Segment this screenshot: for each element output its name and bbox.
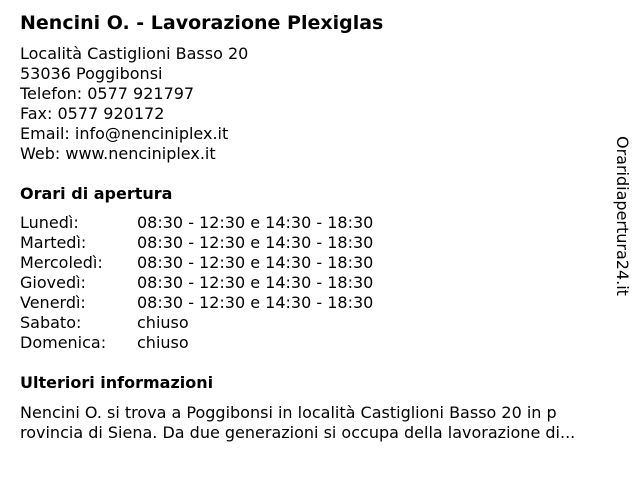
- day-label: Giovedì:: [20, 273, 86, 292]
- hours-row-monday: [20, 213, 620, 233]
- time-value: 08:30 - 12:30 e 14:30 - 18:30: [137, 293, 374, 312]
- time-value: 08:30 - 12:30 e 14:30 - 18:30: [137, 273, 374, 292]
- contact-block: [20, 44, 620, 164]
- info-line: Nencini O. si trova a Poggibonsi in località Castiglioni Basso 20 in p: [20, 403, 557, 422]
- further-info-heading: Ulteriori informazioni: [20, 373, 214, 392]
- time-value: 08:30 - 12:30 e 14:30 - 18:30: [137, 213, 374, 232]
- web-line: Web: www.nenciniplex.it: [20, 144, 216, 163]
- day-label: Martedì:: [20, 233, 87, 252]
- time-value: chiuso: [137, 333, 189, 352]
- phone-line: Telefon: 0577 921797: [20, 84, 195, 103]
- city-line: 53036 Poggibonsi: [20, 64, 163, 83]
- opening-hours-heading: Orari di apertura: [20, 184, 173, 203]
- day-label: Domenica:: [20, 333, 107, 352]
- opening-hours-table: [20, 213, 620, 353]
- day-label: Venerdì:: [20, 293, 86, 312]
- hours-row-wednesday: [20, 253, 620, 273]
- address-line: Località Castiglioni Basso 20: [20, 44, 249, 63]
- day-label: Lunedì:: [20, 213, 79, 232]
- day-label: Mercoledì:: [20, 253, 103, 272]
- business-title: Nencini O. - Lavorazione Plexiglas: [20, 12, 384, 34]
- info-line: rovincia di Siena. Da due generazioni si occupa della lavorazione di...: [20, 423, 576, 442]
- further-info-text: [20, 403, 622, 443]
- hours-row-saturday: [20, 313, 620, 333]
- email-line: Email: info@nenciniplex.it: [20, 124, 229, 143]
- time-value: 08:30 - 12:30 e 14:30 - 18:30: [137, 233, 374, 252]
- hours-row-thursday: [20, 273, 620, 293]
- business-card: [20, 10, 620, 443]
- day-label: Sabato:: [20, 313, 82, 332]
- hours-row-friday: [20, 293, 620, 313]
- time-value: chiuso: [137, 313, 189, 332]
- hours-row-tuesday: [20, 233, 620, 253]
- time-value: 08:30 - 12:30 e 14:30 - 18:30: [137, 253, 374, 272]
- fax-line: Fax: 0577 920172: [20, 104, 165, 123]
- site-watermark: Oraridiapertura24.it: [613, 136, 632, 296]
- hours-row-sunday: [20, 333, 620, 353]
